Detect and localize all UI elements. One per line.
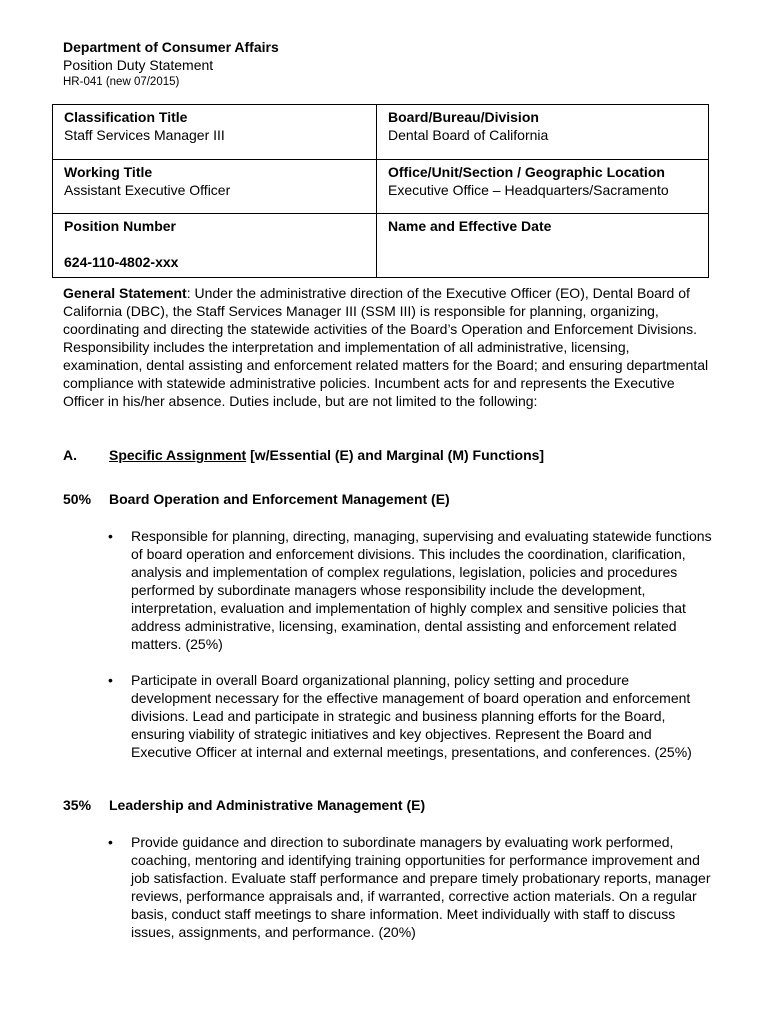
working-title-value: Assistant Executive Officer	[64, 182, 231, 198]
position-info-table	[52, 104, 709, 278]
working-title-label: Working Title	[64, 164, 153, 180]
section-subtitle: [w/Essential (E) and Marginal (M) Functions]	[246, 447, 545, 463]
duty-bullet-text: Provide guidance and direction to subordinate managers by evaluating work performed, coaching, mentoring and identifying training opportunities for performance improvement and job satisfaction. Evaluate staff performance and prepare timely probationary reports, manager reviews, performance appraisals and, if warranted, corrective action materials. On a regular basis, conduct staff meetings to share information. Meet individually with staff to discuss issues, assignments, and performance. (20%)	[131, 834, 711, 940]
bullet-icon: •	[108, 834, 113, 850]
bullet-icon: •	[108, 672, 113, 688]
bullet-icon: •	[108, 528, 113, 544]
form-number: HR-041 (new 07/2015)	[63, 76, 180, 88]
office-cell	[377, 160, 709, 214]
classification-title-value: Staff Services Manager III	[64, 127, 225, 143]
form-title: Position Duty Statement	[63, 57, 214, 73]
duty-percent: 35%	[63, 797, 92, 813]
position-number-label: Position Number	[64, 218, 177, 234]
board-label: Board/Bureau/Division	[388, 109, 539, 125]
general-statement-text: : Under the administrative direction of the Executive Officer (EO), Dental Board of California (DBC), the Staff Services Manager III (SSM III) is responsible for planning, organizing, coordinating and directing the statewide activities of the Board’s Operation and Enforcement Divisions. Responsibility includes the interpretation and implementation of all administrative, licensing, examination, dental assisting and enforcement related matters for the Board; and ensuring departmental compliance with statewide administrative policies. Incumbent acts for and represents the Executive Officer in his/her absence. Duties include, but are not limited to the following:	[63, 285, 709, 409]
document-header	[63, 38, 711, 90]
position-number-value: 624-110-4802-xxx	[64, 254, 179, 270]
duty-title: Board Operation and Enforcement Management (E)	[109, 491, 450, 507]
duty-bullet-text: Participate in overall Board organizational planning, policy setting and procedure development necessary for the effective management of board operation and enforcement divisions. Lead and participate in strategic and business planning efforts for the Board, ensuring viability of strategic initiatives and key objectives. Represent the Board and Executive Officer at internal and external meetings, presentations, and conferences. (25%)	[131, 672, 692, 760]
duty-heading	[63, 796, 425, 814]
duty-bullet	[108, 833, 713, 941]
board-cell	[377, 105, 709, 160]
classification-title-label: Classification Title	[64, 109, 188, 125]
name-date-cell	[377, 214, 709, 278]
section-letter: A.	[63, 447, 77, 463]
working-title-cell	[53, 160, 377, 214]
board-value: Dental Board of California	[388, 127, 549, 143]
name-date-label: Name and Effective Date	[388, 218, 552, 234]
office-value: Executive Office – Headquarters/Sacramento	[388, 182, 669, 198]
duty-bullet	[108, 527, 713, 653]
duty-percent: 50%	[63, 491, 92, 507]
general-statement	[63, 284, 711, 410]
section-title: Specific Assignment	[109, 447, 247, 463]
duty-bullet	[108, 671, 713, 761]
office-label: Office/Unit/Section / Geographic Location	[388, 164, 665, 180]
general-statement-label: General Statement	[63, 285, 187, 301]
duty-bullet-text: Responsible for planning, directing, managing, supervising and evaluating statewide functions of board operation and enforcement divisions. This includes the coordination, clarification, analysis and implementation of complex regulations, legislation, policies and procedures performed by subordinate managers whose responsibility include the development, interpretation, evaluation and implementation of highly complex and sensitive policies that address administrative, licensing, examination, dental assisting and enforcement related matters. (25%)	[131, 528, 712, 652]
duty-title: Leadership and Administrative Management (E)	[109, 797, 426, 813]
duty-heading	[63, 490, 450, 508]
section-a-heading	[63, 446, 544, 464]
classification-title-cell	[53, 105, 377, 160]
department-name: Department of Consumer Affairs	[63, 39, 279, 55]
position-number-cell	[53, 214, 377, 278]
